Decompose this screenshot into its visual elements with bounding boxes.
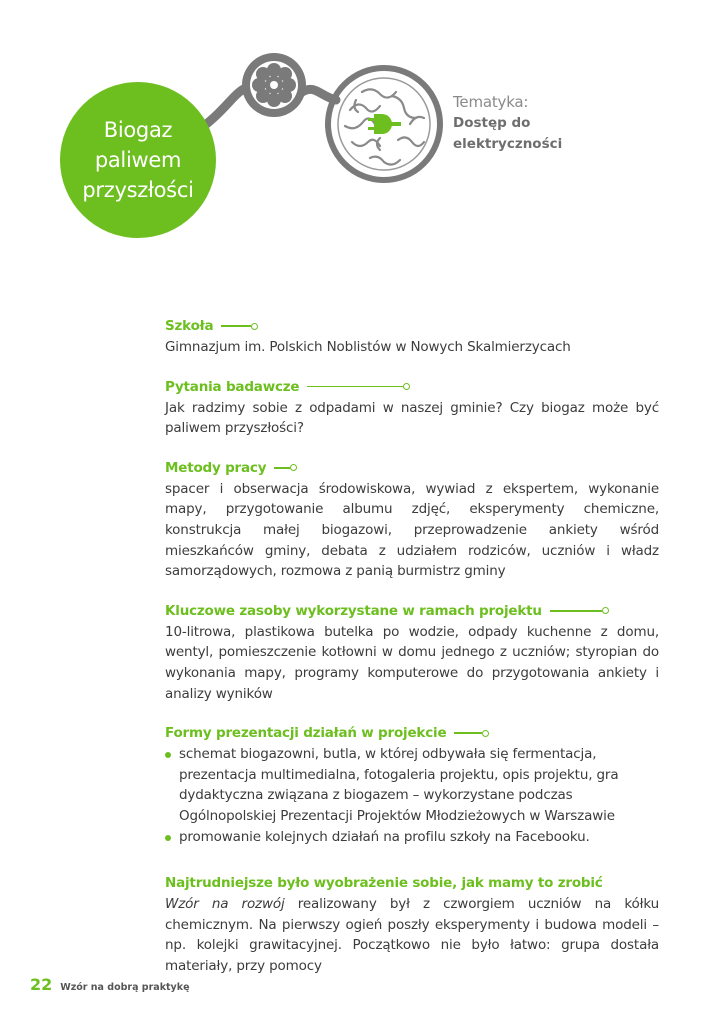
section-presentation-forms [165,722,659,847]
topic-value: Dostęp do elektryczności [453,115,563,152]
section-title: Metody pracy [165,459,267,476]
title-circle [60,82,216,238]
section-title: Pytania badawcze [165,378,300,395]
section-research-questions [165,376,659,439]
section-body: Jak radzimy sobie z odpadami w naszej gminie? Czy biogaz może być paliwem przyszłości? [165,399,659,437]
connector-icon [274,464,297,471]
footer-title: Wzór na dobrą praktykę [60,982,190,993]
bullet-icon [165,835,171,841]
section-title: Kluczowe zasoby wykorzystane w ramach projektu [165,602,542,619]
topic-block [453,92,562,155]
connector-icon [307,383,410,390]
bullet-list [165,744,659,847]
plug-icon [368,114,401,134]
section-title: Szkoła [165,318,214,334]
content [165,315,659,865]
footer [30,975,190,994]
section-body: 10-litrowa, plastikowa butelka po wodzie, odpady kuchenne z domu, wentyl, pomieszczenie kotłowni w domu jednego z uczniów; styropian do wykonania mapy, programy komputerowe do przygotowania ankiety i analizy wyników [165,623,659,702]
bullet-icon [165,752,171,758]
section-title: Formy prezentacji działań w projekcie [165,725,447,742]
section-body [165,894,659,976]
page-number: 22 [30,975,53,994]
list-item: promowanie kolejnych działań na profilu szkoły na Facebooku. [165,827,659,848]
connector-icon [454,730,489,737]
list-item: schemat biogazowni, butla, w której odbywała się fermentacja, prezentacja multimedialna, fotogaleria projektu, opis projektu, gra dydaktyczna związana z biogazem – wykorzystane podczas Ogólnopolskiej Prezentacji Projektów Młodzieżowych w Warszawie [165,744,659,826]
connector-icon [221,323,258,330]
body-text: realizowany był z czworgiem uczniów na kółku chemicznym. Na pierwszy ogień poszły eksperymenty i budowa modeli – np. kolejki grawitacyjnej. Początkowo nie było łatwo: grupa dostała materiały, przy pomocy [165,896,659,974]
section-title: Najtrudniejsze było wyobrażenie sobie, jak mamy to zrobić [165,875,603,891]
section-body: spacer i obserwacja środowiskowa, wywiad z ekspertem, wykonanie mapy, przygotowanie albumu zdjęć, eksperymenty chemiczne, konstrukcja małej biogazowi, przeprowadzenie ankiety wśród mieszkańców gminy, debata z udziałem rodziców, uczniów i władz samorządowych, rozmowa z panią burmistrz gminy [165,480,659,580]
section-hardest [165,872,659,976]
connector-icon [550,607,609,614]
section-body: Gimnazjum im. Polskich Noblistów w Nowych Skalmierzycach [165,339,571,355]
topic-label: Tematyka: [453,93,529,111]
italic-title: Wzór na rozwój [165,896,285,912]
flower-circle-icon [242,53,306,117]
section-school [165,315,659,358]
project-title: Biogaz paliwem przyszłości [82,118,194,202]
section-methods [165,457,659,582]
section-resources [165,600,659,704]
